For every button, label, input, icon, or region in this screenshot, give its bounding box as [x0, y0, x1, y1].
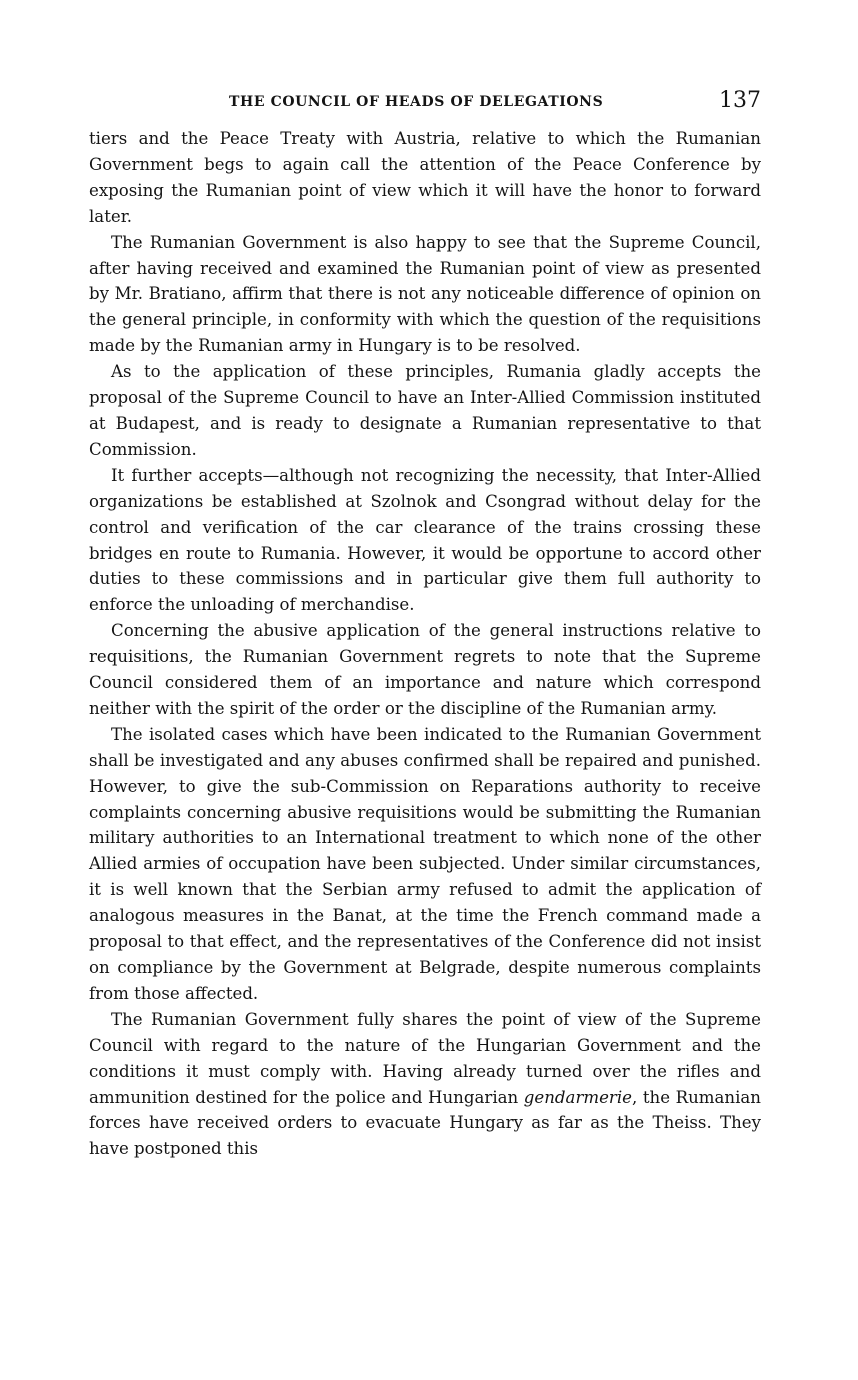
document-page [89, 88, 761, 1162]
page-number: 137 [719, 88, 761, 113]
running-header [89, 88, 761, 120]
paragraph-isolated-cases: The isolated cases which have been indicated to the Rumanian Government shall be investigated and any abuses confirmed shall be repaired and punished. However, to give the sub-Commission on Reparations authority to receive complaints concerning abusive requisitions would be submitting the Rumanian military authorities to an International treatment to which none of the other Allied armies of occupation have been subjected. Under similar circumstances, it is well known that the Serbian army refused to admit the application of analogous measures in the Banat, at the time the French command made a proposal to that effect, and the representatives of the Conference did not insist on compliance by the Government at Belgrade, despite numerous complaints from those affected. [89, 724, 761, 1003]
last-paragraph-before-italic: The Rumanian Government fully shares the point of view of the Supreme Council with regard to the nature of the Hungarian Government and the conditions it must comply with. Having already turned over the rifles and ammunition destined for the police and Hungarian [89, 1009, 761, 1107]
body-text [89, 126, 761, 1162]
italic-term: gendarmerie [523, 1087, 632, 1107]
paragraph-szolnok-csongrad: It further accepts—although not recognizing the necessity, that Inter-Allied organizations be established at Szolnok and Csongrad without delay for the control and verification of the car clearance of the trains crossing these bridges en route to Rumania. However, it would be opportune to accord other duties to these commissions and in particular give them full authority to enforce the unloading of merchandise. [89, 465, 761, 615]
running-title: THE COUNCIL OF HEADS OF DELEGATIONS [229, 94, 604, 110]
paragraph-continuation: tiers and the Peace Treaty with Austria, relative to which the Rumanian Government begs to again call the attention of the Peace Conference by exposing the Rumanian point of view which it will have the honor to forward later. [89, 129, 761, 226]
paragraph-hungarian-government [89, 1007, 761, 1162]
last-paragraph-after-italic: , the Rumanian forces have received orders to evacuate Hungary as far as the Theiss. They have postponed this [89, 1087, 761, 1159]
paragraph-inter-allied-commission: As to the application of these principles, Rumania gladly accepts the proposal of the Supreme Council to have an Inter-Allied Commission instituted at Budapest, and is ready to designate a Rumanian representative to that Commission. [89, 362, 761, 459]
paragraph-supreme-council: The Rumanian Government is also happy to see that the Supreme Council, after having received and examined the Rumanian point of view as presented by Mr. Bratiano, affirm that there is not any noticeable difference of opinion on the general principle, in conformity with which the question of the requisitions made by the Rumanian army in Hungary is to be resolved. [89, 232, 761, 356]
paragraph-abusive-application: Concerning the abusive application of the general instructions relative to requisitions, the Rumanian Government regrets to note that the Supreme Council considered them of an importance and nature which correspond neither with the spirit of the order or the discipline of the Rumanian army. [89, 621, 761, 718]
